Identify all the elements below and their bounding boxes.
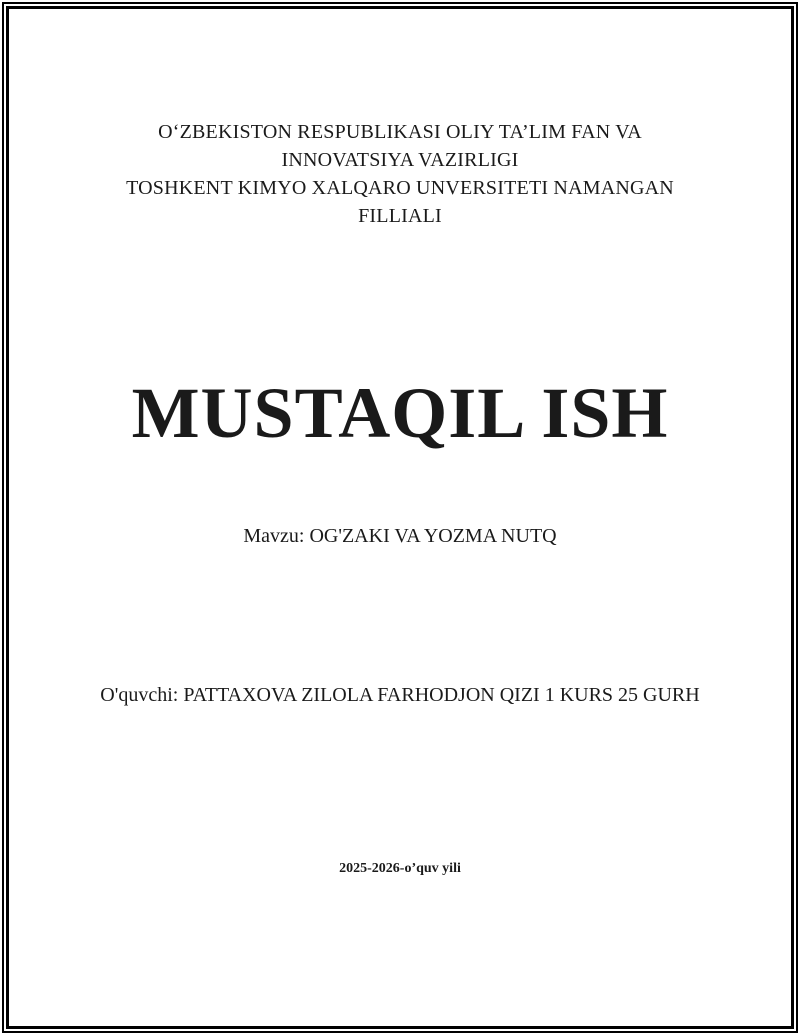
institution-header-line: FILLIALI bbox=[358, 205, 442, 227]
topic-line: Mavzu: OG'ZAKI VA YOZMA NUTQ bbox=[243, 525, 557, 547]
institution-header-line: O‘ZBEKISTON RESPUBLIKASI OLIY TA’LIM FAN VA bbox=[158, 121, 642, 143]
institution-header bbox=[9, 118, 791, 230]
student-line: O'quvchi: PATTAXOVA ZILOLA FARHODJON QIZI 1 KURS 25 GURH bbox=[100, 684, 700, 706]
document-title: MUSTAQIL ISH bbox=[131, 373, 669, 453]
page-border-outer bbox=[2, 2, 798, 1033]
page-border-inner bbox=[6, 6, 794, 1029]
academic-year-line: 2025-2026-o’quv yili bbox=[339, 861, 461, 876]
institution-header-line: TOSHKENT KIMYO XALQARO UNVERSITETI NAMANGAN bbox=[126, 177, 674, 199]
institution-header-line: INNOVATSIYA VAZIRLIGI bbox=[281, 149, 519, 171]
